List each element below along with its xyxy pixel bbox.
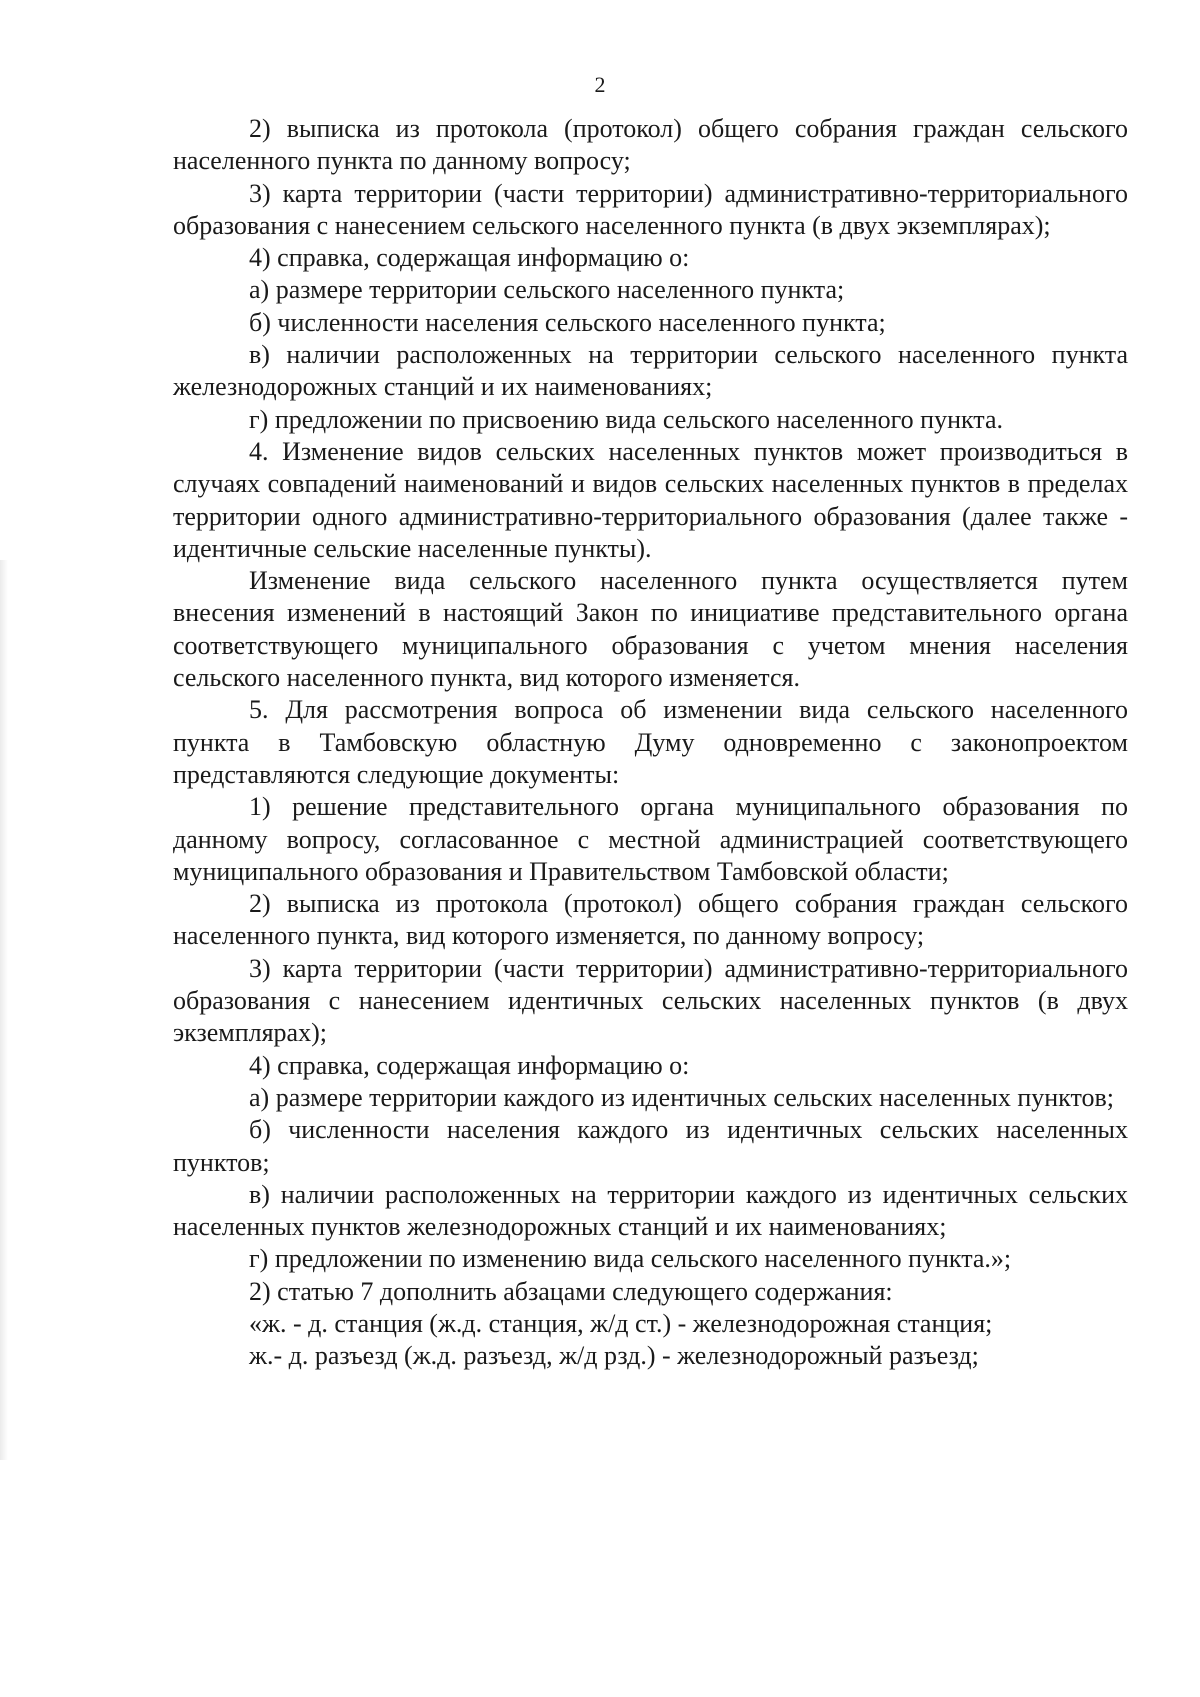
paragraph: 2) выписка из протокола (протокол) общего собрания граждан сельского населенного пункта, вид которого изменяется, по данному вопросу; — [173, 889, 1128, 951]
paragraph: 4) справка, содержащая информацию о: — [249, 243, 690, 273]
paragraph: в) наличии расположенных на территории сельского населенного пункта железнодорожных станций и их наименованиях; — [173, 340, 1128, 402]
paragraph: г) предложении по изменению вида сельского населенного пункта.»; — [249, 1244, 1012, 1274]
paragraph: г) предложении по присвоению вида сельского населенного пункта. — [249, 404, 1003, 434]
paragraph: 4) справка, содержащая информацию о: — [249, 1050, 690, 1080]
paragraph: Изменение вида сельского населенного пункта осуществляется путем внесения изменений в настоящий Закон по инициативе представительного органа соответствующего муниципального образования с учетом мнения населения сельского населенного пункта, вид которого изменяется. — [173, 566, 1128, 693]
scan-edge-shadow — [0, 560, 8, 1460]
paragraph: 3) карта территории (части территории) административно-территориального образования с нанесением идентичных сельских населенных пунктов (в двух экземплярах); — [173, 953, 1128, 1048]
paragraph: в) наличии расположенных на территории каждого из идентичных сельских населенных пунктов железнодорожных станций и их наименованиях; — [173, 1179, 1128, 1242]
paragraph: 1) решение представительного органа муниципального образования по данному вопросу, согласованное с местной администрацией соответствующего муниципального образования и Правительством Тамбовской области; — [173, 792, 1128, 886]
paragraph: а) размере территории сельского населенного пункта; — [249, 275, 845, 305]
paragraph: а) размере территории каждого из идентичных сельских населенных пунктов; — [249, 1082, 1114, 1112]
paragraph: 5. Для рассмотрения вопроса об изменении вида сельского населенного пункта в Тамбовскую областную Думу одновременно с законопроектом представляются следующие документы: — [173, 695, 1128, 789]
paragraph: б) численности населения каждого из идентичных сельских населенных пунктов; — [173, 1115, 1128, 1177]
paragraph: 3) карта территории (части территории) административно-территориального образования с нанесением сельского населенного пункта (в двух экземплярах); — [173, 178, 1128, 240]
paragraph: ж.- д. разъезд (ж.д. разъезд, ж/д рзд.) - железнодорожный разъезд; — [249, 1341, 979, 1371]
paragraph: 4. Изменение видов сельских населенных пунктов может производиться в случаях совпадений наименований и видов сельских населенных пунктов в пределах территории одного административно-территориального образования (далее также - идентичные сельские населенные пункты). — [173, 436, 1128, 563]
paragraph: 2) выписка из протокола (протокол) общего собрания граждан сельского населенного пункта по данному вопросу; — [173, 114, 1128, 176]
paragraph: б) численности населения сельского населенного пункта; — [249, 307, 886, 337]
paragraph: «ж. - д. станция (ж.д. станция, ж/д ст.) - железнодорожная станция; — [249, 1308, 993, 1338]
document-body — [173, 113, 1128, 1373]
paragraph: 2) статью 7 дополнить абзацами следующего содержания: — [249, 1276, 893, 1306]
page-number: 2 — [594, 72, 606, 97]
